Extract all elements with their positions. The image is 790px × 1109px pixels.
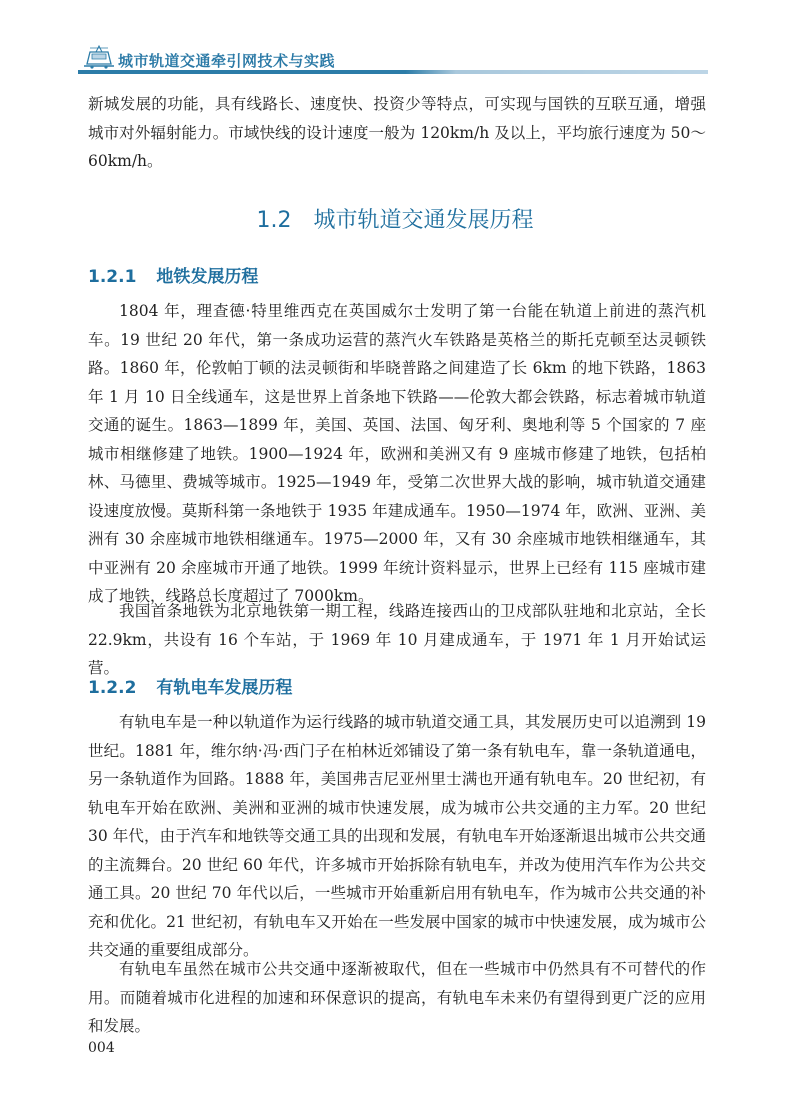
subsection-title-text-1: 地铁发展历程 <box>156 267 259 287</box>
intro-paragraph: 新城发展的功能，具有线路长、速度快、投资少等特点，可实现与国铁的互联互通，增强城市对外辐射能力。市域快线的设计速度一般为 120km/h 及以上，平均旅行速度为 50～60km/h。 <box>88 95 706 170</box>
section-title-text: 城市轨道交通发展历程 <box>313 208 534 233</box>
page-number: 004 <box>88 1040 115 1056</box>
paragraph-tram-future: 有轨电车虽然在城市公共交通中逐渐被取代，但在一些城市中仍然具有不可替代的作用。而随着城市化进程的加速和环保意识的提高，有轨电车未来仍有望得到更广泛的应用和发展。 <box>88 960 706 1035</box>
paragraph-subway-history: 1804 年，理查德·特里维西克在英国威尔士发明了第一台能在轨道上前进的蒸汽机车。19 世纪 20 年代，第一条成功运营的蒸汽火车铁路是英格兰的斯托克顿至达灵顿铁路。1860 年，伦敦帕丁顿的法灵顿街和毕晓普路之间建造了长 6km 的地下铁路，1863 年 1 月 10 日全线通车，这是世界上首条地下铁路——伦敦大都会铁路，标志着城市轨道交通的诞生。1863—1899 年，美国、英国、法国、匈牙利、奥地利等 5 个国家的 7 座城市相继修建了地铁。1900—1924 年，欧洲和美洲又有 9 座城市修建了地铁，包括柏林、马德里、费城等城市。1925—1949 年，受第二次世界大战的影响，城市轨道交通建设速度放慢。莫斯科第一条地铁于 1935 年建成通车。1950—1974 年，欧洲、亚洲、美洲有 30 余座城市地铁相继通车。1975—2000 年，又有 30 余座城市地铁相继通车，其中亚洲有 20 余座城市开通了地铁。1999 年统计资料显示，世界上已经有 115 座城市建成了地铁，线路总长度超过了 7000km。 <box>88 302 706 605</box>
subsection-title-1 <box>88 262 258 287</box>
header-rule <box>78 70 708 74</box>
paragraph-china-subway: 我国首条地铁为北京地铁第一期工程，线路连接西山的卫戍部队驻地和北京站，全长 22.9km，共设有 16 个车站，于 1969 年 10 月建成通车，于 1971 年 1 月开始试运营。 <box>88 602 706 677</box>
section-number: 1.2 <box>256 208 292 233</box>
paragraph-tram-history: 有轨电车是一种以轨道作为运行线路的城市轨道交通工具，其发展历史可以追溯到 19 世纪。1881 年，维尔纳·冯·西门子在柏林近郊铺设了第一条有轨电车，靠一条轨道通电，另一条轨道作为回路。1888 年，美国弗吉尼亚州里士满也开通有轨电车。20 世纪初，有轨电车开始在欧洲、美洲和亚洲的城市快速发展，成为城市公共交通的主力军。20 世纪 30 年代，由于汽车和地铁等交通工具的出现和发展，有轨电车开始逐渐退出城市公共交通的主流舞台。20 世纪 60 年代，许多城市开始拆除有轨电车，并改为使用汽车作为公共交通工具。20 世纪 70 年代以后，一些城市开始重新启用有轨电车，作为城市公共交通的补充和优化。21 世纪初，有轨电车又开始在一些发展中国家的城市中快速发展，成为城市公共交通的重要组成部分。 <box>88 713 706 959</box>
header-title: 城市轨道交通牵引网技术与实践 <box>118 52 336 70</box>
running-header <box>78 42 708 78</box>
section-title <box>0 203 790 234</box>
subsection-number-2: 1.2.2 <box>88 678 137 698</box>
subsection-title-text-2: 有轨电车发展历程 <box>156 678 293 698</box>
subsection-title-2 <box>88 673 292 698</box>
subsection-number-1: 1.2.1 <box>88 267 137 287</box>
